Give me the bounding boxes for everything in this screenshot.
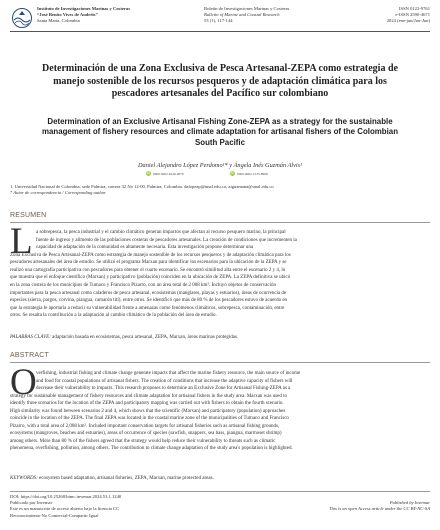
title-spanish: Determinación de una Zona Exclusiva de Pesca Artesanal-ZEPA como estrategia de manejo sostenible de los recursos pesqueros y de adaptación climática para los pescadores artesanales del Pacífico sur colombiano xyxy=(42,63,398,100)
footer-right xyxy=(329,500,430,512)
issn-header xyxy=(387,6,430,25)
abstract-line: strategy for sustainable management of fishery resources and climate adaptation for artisanal fishers in the study area. Marxan was used to xyxy=(10,393,287,399)
e-issn: e-ISSN 2590-4671 xyxy=(395,12,430,18)
orcid-links xyxy=(140,171,300,178)
resumen-line: importantes para la pesca artesanal como caladeros de pesca artesanal, ecosistemas (manglares, playas y estuarios), áreas de ocurrencia de xyxy=(10,290,287,296)
institute-subname: “José Benito Vives de Andréis” xyxy=(37,12,98,18)
abstract-line: among others. More than 80 % of the fishers agreed that the strategy would help reduce their vulnerability to threats such as climatic xyxy=(10,438,276,444)
abstract-line: Pizarro, with a total area of 2,008 km². Included important conservation targets for artisanal fisheries such as artisanal fishing grounds, xyxy=(10,423,280,429)
resumen-divider xyxy=(10,222,430,223)
journal-name-en: Bulletin of Marine and Coastal Research xyxy=(204,12,280,18)
authors: Daniel Alejandro López Perdomo¹* y Ángela Inés Guzmán Alvis¹ xyxy=(138,162,302,169)
abstract-line: ecosystems (mangroves, beaches and estuaries), areas of occurrence of species (sawfish, snappers, sea bass, piangua, marmoset shrimp) xyxy=(10,431,282,437)
orcid-icon: iD xyxy=(146,171,151,175)
orcid-icon: iD xyxy=(230,171,235,175)
resumen-line: especies (sierra, pargos, corvina, piangua, camarón tití), entre otros. Se identificó que más de 80 % de los pescadores estuvo de acuerdo en xyxy=(10,298,288,304)
license-es-2: Reconocimiento-No Comercial-Compartir Igual xyxy=(10,512,99,518)
abstract-line: verfishing, industrial fishing and climate change generate impacts that affect the marine fishery resource, the main source of income xyxy=(36,371,301,376)
abstract-line: coincide in the location of the ZEPA. The final ZEPA was located in the coastal marine zone of the municipalities of Tumaco and Francisco xyxy=(10,416,289,422)
abstract-line: and food for coastal populations of artisanal fishers. The creation of conditions that increase the adaptive capacity of fishers will xyxy=(36,378,293,384)
institute-header xyxy=(37,6,130,25)
resumen-body xyxy=(10,221,430,320)
license-en: This is an open Access article under the CC BY-NC-SA xyxy=(328,506,430,512)
resumen-heading: RESUMEN xyxy=(10,212,47,219)
abstract-divider xyxy=(10,362,430,363)
resumen-line: otros. Se resalta la contribución a la adaptación al cambio climático de la población del área de estudio. xyxy=(10,313,217,319)
journal-header xyxy=(204,6,289,25)
license-es: Este es un manuscrito de acceso abierto bajo la licencia CC xyxy=(10,506,120,512)
invemar-logo xyxy=(10,7,34,29)
correspondence-note: * Autor de correspondencia / Corresponding author xyxy=(10,189,106,195)
abstract-line: High similarity was found between scenarios 2 and 4, which shows that the scientific (Marxan) and participatory (population) approaches xyxy=(10,408,286,414)
resumen-line: realizó una cartografía participativa con pescadores para obtener el cuarto escenario. Se encontró similitud alta entre el escenario 2 y 4, lo xyxy=(10,267,286,273)
footer-left xyxy=(10,494,121,519)
resumen-line: pescadores artesanales del área de estudio. Se utilizó el programa Marxan para identificar los escenarios para la ubicación de la ZEPA y se xyxy=(10,260,287,266)
palabras-clave xyxy=(10,334,430,341)
issue-date: 2024 (ene-jun/Jan-Jun) xyxy=(386,18,430,24)
issn: ISSN 0122-9761 xyxy=(398,6,430,11)
published-by-es: Publicado por Invemar xyxy=(10,500,53,506)
abstract-line: phenomena, overfishing, pollution, among others. The contribution to climate change adaptation of the study area's population is highlighted. xyxy=(10,446,293,452)
keywords-text: ecosystem based adaptation, artisanal fisheries, ZEPA, Marxan, marine protected areas. xyxy=(39,476,214,481)
resumen-line: que muestra que el enfoque científico (Marxan) y participativo (población) coinciden en la ubicación de ZEPA. La ZEPA definitiva se ubicó xyxy=(10,275,291,281)
resumen-line: en la zona costera de los municipios de Tumaco y Francisco Pizarro, con un área total de 2 008 km². Incluyó objetos de conservación xyxy=(10,283,277,289)
resumen-dropcap: L xyxy=(10,221,33,262)
abstract-line: identify three scenarios for the location of the ZEPA and participatory mapping was carried out with fishers to obtain the fourth scenario. xyxy=(10,401,284,407)
orcid-link-1[interactable]: iD 0000-0002-9129-2879 xyxy=(146,171,184,176)
abstract-heading: ABSTRACT xyxy=(10,352,49,359)
header-divider xyxy=(10,31,430,32)
resumen-line: que la estrategia le aportaría a reducir su vulnerabilidad frente a amenazas como fenómenos climáticos, sobrepesca, contaminación, entre xyxy=(10,305,285,311)
abstract-dropcap: O xyxy=(10,362,37,403)
abstract-body xyxy=(10,362,430,453)
footer-divider xyxy=(10,491,430,492)
orcid-link-2[interactable]: iD 0000-0002-1533-8968 xyxy=(230,171,268,176)
journal-name-es: Boletín de Investigaciones Marinas y Costeras xyxy=(204,6,290,11)
keywords xyxy=(10,475,430,482)
palabras-clave-label: PALABRAS CLAVE: xyxy=(10,335,51,340)
keywords-label: KEYWORDS: xyxy=(10,476,38,481)
resumen-line: fuente de ingreso y alimento de las poblaciones costeras de pescadores artesanales. La creación de condiciones que incrementen la xyxy=(36,237,297,243)
resumen-line: Zona Exclusiva de Pesca Artesanal-ZEPA como estrategia de manejo sostenible de los recursos pesqueros y de adaptación climática para los xyxy=(10,252,291,258)
resumen-line: capacidad de adaptación de la comunidad es altamente necesaria. Esta investigación propone determinar una xyxy=(36,245,254,251)
doi-link[interactable]: DOI: https://doi.org/10.25268/bimc.invemar.2024.53.1.1240 xyxy=(10,494,122,499)
institute-location: Santa Marta, Colombia xyxy=(37,18,80,24)
resumen-line: a sobrepesca, la pesca industrial y el cambio climático generan impactos que afectan al recurso pesquero marino, la principal xyxy=(36,230,286,235)
palabras-clave-text: adaptación basada en ecosistemas, pesca artesanal, ZEPA, Marxan, áreas marinas protegidas. xyxy=(52,335,239,340)
abstract-line: decrease their vulnerability to impacts. This research proposes to determine an Exclusive Zone for Artisanal Fishing-ZEPA as a xyxy=(36,386,291,392)
affiliation-line: 1. Universidad Nacional de Colombia, sede Palmira, carrera 32 No 12-00, Palmira, Colombia. dalopezp@unal.edu.co, aiguzmana@unal.edu.co xyxy=(10,184,274,189)
affiliations xyxy=(10,184,430,195)
published-by-en: Published by Invemar xyxy=(389,500,430,505)
institute-name: Instituto de Investigaciones Marinas y Costeras xyxy=(37,6,131,11)
journal-volume: 53 (1), 117-144 xyxy=(204,18,233,24)
title-english: Determination of an Exclusive Artisanal Fishing Zone-ZEPA as a strategy for the sustainable management of fishery resources and climate adaptation for artisanal fishers of the Colombian South Pacific xyxy=(41,117,399,147)
